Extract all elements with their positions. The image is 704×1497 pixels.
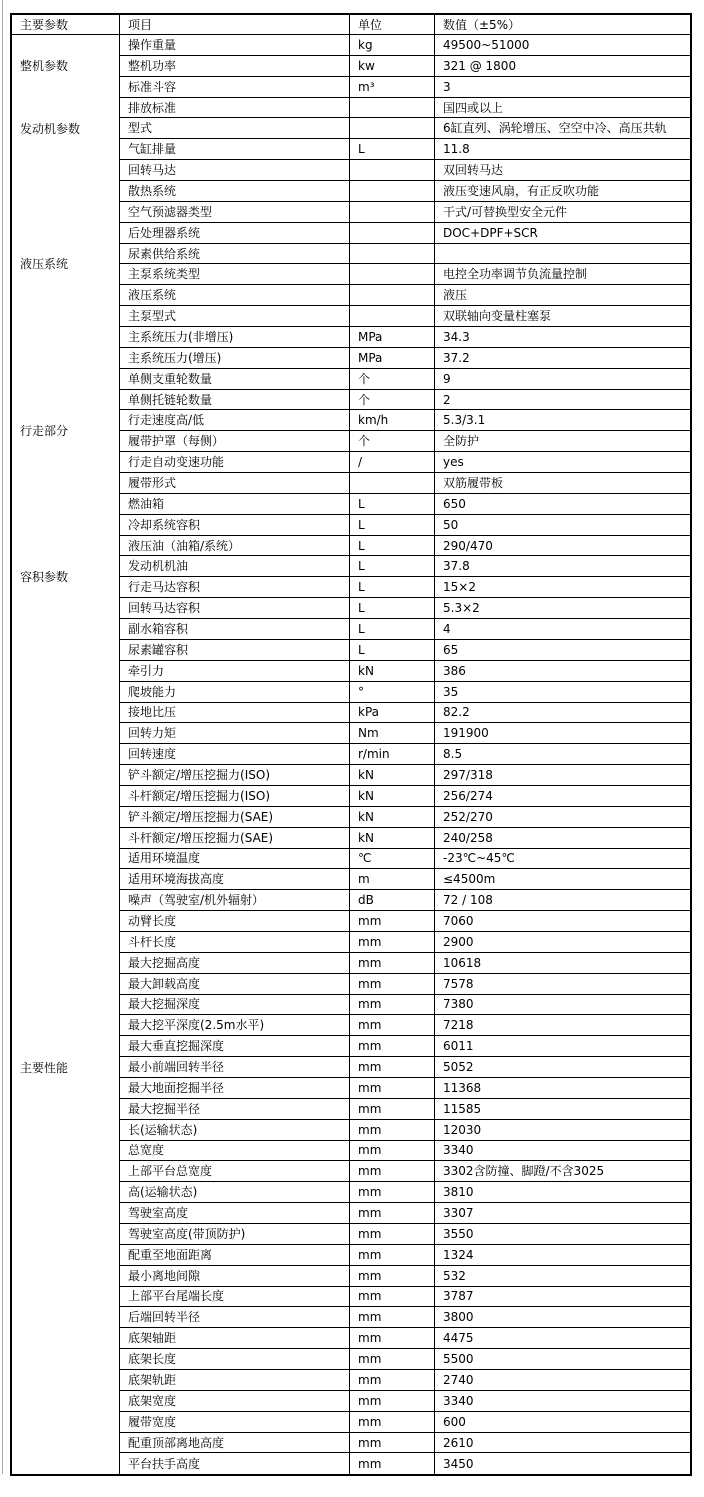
unit-cell: L — [350, 556, 435, 577]
item-cell: 履带护罩（每侧） — [120, 431, 350, 452]
unit-cell: MPa — [350, 348, 435, 369]
value-cell: 15×2 — [435, 577, 690, 598]
category-label: 整机参数 — [20, 59, 69, 74]
unit-cell: L — [350, 619, 435, 640]
value-cell: 4475 — [435, 1328, 690, 1349]
value-cell: 256/274 — [435, 786, 690, 807]
unit-cell: m — [350, 869, 435, 890]
item-cell: 履带形式 — [120, 473, 350, 494]
value-cell: 65 — [435, 640, 690, 661]
unit-cell: mm — [350, 1203, 435, 1224]
unit-cell: mm — [350, 1453, 435, 1474]
unit-cell: mm — [350, 1391, 435, 1412]
item-cell: 单侧支重轮数量 — [120, 369, 350, 390]
unit-cell: L — [350, 640, 435, 661]
unit-cell — [350, 264, 435, 285]
unit-cell: kN — [350, 765, 435, 786]
item-cell: 最小前端回转半径 — [120, 1057, 350, 1078]
item-cell: 底架轴距 — [120, 1328, 350, 1349]
item-cell: 接地比压 — [120, 703, 350, 724]
value-cell: 191900 — [435, 723, 690, 744]
item-cell: 斗杆额定/增压挖掘力(ISO) — [120, 786, 350, 807]
item-cell: 冷却系统容积 — [120, 515, 350, 536]
col-header-category: 主要参数 — [12, 15, 120, 35]
unit-cell — [350, 160, 435, 181]
unit-cell: L — [350, 515, 435, 536]
value-cell: 3340 — [435, 1391, 690, 1412]
item-cell: 主系统压力(非增压) — [120, 327, 350, 348]
unit-cell — [350, 98, 435, 119]
value-cell: yes — [435, 452, 690, 473]
unit-cell — [350, 202, 435, 223]
item-cell: 平台扶手高度 — [120, 1453, 350, 1474]
value-cell: 240/258 — [435, 828, 690, 849]
item-cell: 行走速度高/低 — [120, 410, 350, 431]
unit-cell: L — [350, 494, 435, 515]
unit-cell: mm — [350, 1370, 435, 1391]
value-cell: 12030 — [435, 1120, 690, 1141]
unit-cell: 个 — [350, 390, 435, 411]
unit-cell: mm — [350, 1057, 435, 1078]
item-cell: 履带宽度 — [120, 1412, 350, 1433]
value-cell: 3 — [435, 77, 690, 98]
item-cell: 铲斗额定/增压挖掘力(SAE) — [120, 807, 350, 828]
value-cell: 37.8 — [435, 556, 690, 577]
value-cell: 液压变速风扇，有正反吹功能 — [435, 181, 690, 202]
unit-cell: kN — [350, 786, 435, 807]
item-cell: 后端回转半径 — [120, 1307, 350, 1328]
item-cell: 尿素罐容积 — [120, 640, 350, 661]
unit-cell: mm — [350, 974, 435, 995]
value-cell: 2 — [435, 390, 690, 411]
value-cell: 252/270 — [435, 807, 690, 828]
item-cell: 最大垂直挖掘深度 — [120, 1036, 350, 1057]
unit-cell: mm — [350, 1141, 435, 1162]
item-cell: 最小离地间隙 — [120, 1266, 350, 1287]
category-label: 液压系统 — [20, 257, 69, 272]
item-cell: 配重至地面距离 — [120, 1245, 350, 1266]
item-cell: 回转力矩 — [120, 723, 350, 744]
unit-cell: kw — [350, 56, 435, 77]
value-cell: 2740 — [435, 1370, 690, 1391]
item-cell: 爬坡能力 — [120, 682, 350, 703]
unit-cell: Nm — [350, 723, 435, 744]
unit-cell: mm — [350, 1349, 435, 1370]
item-cell: 液压油（油箱/系统） — [120, 536, 350, 557]
value-cell: 321 @ 1800 — [435, 56, 690, 77]
unit-cell: mm — [350, 1161, 435, 1182]
unit-cell: L — [350, 598, 435, 619]
value-cell: 7578 — [435, 974, 690, 995]
value-cell: 290/470 — [435, 536, 690, 557]
value-cell: 6缸直列、涡轮增压、空空中冷、高压共轨 — [435, 118, 690, 139]
category-label: 主要性能 — [20, 1060, 69, 1075]
unit-cell: mm — [350, 911, 435, 932]
unit-cell: mm — [350, 1120, 435, 1141]
value-cell: 2610 — [435, 1433, 690, 1454]
value-cell: 5052 — [435, 1057, 690, 1078]
value-cell — [435, 244, 690, 265]
item-cell: 最大挖掘高度 — [120, 953, 350, 974]
unit-cell: mm — [350, 932, 435, 953]
value-cell: 3302含防撞、脚蹬/不含3025 — [435, 1161, 690, 1182]
unit-cell: kN — [350, 661, 435, 682]
value-cell: 386 — [435, 661, 690, 682]
unit-cell — [350, 244, 435, 265]
item-cell: 回转速度 — [120, 744, 350, 765]
unit-cell: L — [350, 577, 435, 598]
item-cell: 最大地面挖掘半径 — [120, 1078, 350, 1099]
item-cell: 回转马达容积 — [120, 598, 350, 619]
unit-cell: mm — [350, 1245, 435, 1266]
unit-cell: kN — [350, 828, 435, 849]
unit-cell: 个 — [350, 431, 435, 452]
item-cell: 空气预滤器类型 — [120, 202, 350, 223]
item-cell: 行走马达容积 — [120, 577, 350, 598]
item-cell: 驾驶室高度(带顶防护) — [120, 1224, 350, 1245]
item-cell: 副水箱容积 — [120, 619, 350, 640]
value-cell: 3800 — [435, 1307, 690, 1328]
item-cell: 底架长度 — [120, 1349, 350, 1370]
item-cell: 散热系统 — [120, 181, 350, 202]
unit-cell: ° — [350, 682, 435, 703]
unit-cell — [350, 181, 435, 202]
item-cell: 标准斗容 — [120, 77, 350, 98]
unit-cell: L — [350, 536, 435, 557]
unit-cell: mm — [350, 1099, 435, 1120]
unit-cell: dB — [350, 890, 435, 911]
item-cell: 上部平台尾端长度 — [120, 1287, 350, 1308]
item-cell: 铲斗额定/增压挖掘力(ISO) — [120, 765, 350, 786]
unit-cell: mm — [350, 995, 435, 1016]
unit-cell: mm — [350, 953, 435, 974]
unit-cell: kN — [350, 807, 435, 828]
value-cell: 7218 — [435, 1015, 690, 1036]
col-header-unit: 单位 — [350, 15, 435, 35]
unit-cell: km/h — [350, 410, 435, 431]
item-cell: 最大挖掘半径 — [120, 1099, 350, 1120]
item-cell: 主系统压力(增压) — [120, 348, 350, 369]
value-cell: 532 — [435, 1266, 690, 1287]
value-cell: 72 / 108 — [435, 890, 690, 911]
value-cell: 11368 — [435, 1078, 690, 1099]
col-header-value: 数值（±5%） — [435, 15, 690, 35]
item-cell: 适用环境温度 — [120, 849, 350, 870]
value-cell: 3340 — [435, 1141, 690, 1162]
value-cell: 600 — [435, 1412, 690, 1433]
value-cell: 650 — [435, 494, 690, 515]
unit-cell: ℃ — [350, 849, 435, 870]
value-cell: 5.3/3.1 — [435, 410, 690, 431]
value-cell: 双回转马达 — [435, 160, 690, 181]
unit-cell: mm — [350, 1328, 435, 1349]
item-cell: 最大卸载高度 — [120, 974, 350, 995]
page-edge-line — [2, 0, 3, 1474]
unit-cell: mm — [350, 1412, 435, 1433]
unit-cell: r/min — [350, 744, 435, 765]
unit-cell: m³ — [350, 77, 435, 98]
unit-cell: / — [350, 452, 435, 473]
value-cell: 1324 — [435, 1245, 690, 1266]
value-cell: 11.8 — [435, 139, 690, 160]
unit-cell — [350, 223, 435, 244]
category-label: 容积参数 — [20, 570, 69, 585]
value-cell: 82.2 — [435, 703, 690, 724]
item-cell: 液压系统 — [120, 285, 350, 306]
unit-cell — [350, 473, 435, 494]
unit-cell: mm — [350, 1224, 435, 1245]
item-cell: 长(运输状态) — [120, 1120, 350, 1141]
value-cell: DOC+DPF+SCR — [435, 223, 690, 244]
value-cell: 8.5 — [435, 744, 690, 765]
value-cell: 5500 — [435, 1349, 690, 1370]
unit-cell: mm — [350, 1307, 435, 1328]
item-cell: 动臂长度 — [120, 911, 350, 932]
item-cell: 尿素供给系统 — [120, 244, 350, 265]
item-cell: 斗杆额定/增压挖掘力(SAE) — [120, 828, 350, 849]
unit-cell: MPa — [350, 327, 435, 348]
value-cell: 6011 — [435, 1036, 690, 1057]
item-cell: 发动机机油 — [120, 556, 350, 577]
unit-cell — [350, 306, 435, 327]
value-cell: 37.2 — [435, 348, 690, 369]
value-cell: 3307 — [435, 1203, 690, 1224]
item-cell: 主泵型式 — [120, 306, 350, 327]
unit-cell: 个 — [350, 369, 435, 390]
item-cell: 后处理器系统 — [120, 223, 350, 244]
value-cell: 49500~51000 — [435, 35, 690, 56]
item-cell: 排放标准 — [120, 98, 350, 119]
unit-cell: mm — [350, 1015, 435, 1036]
value-cell: 双联轴向变量柱塞泵 — [435, 306, 690, 327]
unit-cell: mm — [350, 1078, 435, 1099]
item-cell: 底架轨距 — [120, 1370, 350, 1391]
item-cell: 主泵系统类型 — [120, 264, 350, 285]
item-cell: 噪声（驾驶室/机外辐射） — [120, 890, 350, 911]
unit-cell: kPa — [350, 703, 435, 724]
value-cell: 50 — [435, 515, 690, 536]
item-cell: 回转马达 — [120, 160, 350, 181]
col-header-item: 项目 — [120, 15, 350, 35]
value-cell: 35 — [435, 682, 690, 703]
unit-cell — [350, 118, 435, 139]
value-cell: 9 — [435, 369, 690, 390]
unit-cell: kg — [350, 35, 435, 56]
value-cell: 3450 — [443, 1456, 474, 1471]
unit-cell: mm — [350, 1433, 435, 1454]
item-cell: 燃油箱 — [120, 494, 350, 515]
value-cell: 2900 — [435, 932, 690, 953]
unit-cell: mm — [350, 1266, 435, 1287]
spec-table — [10, 13, 692, 1476]
value-cell: 3810 — [435, 1182, 690, 1203]
value-cell: 国四或以上 — [435, 98, 690, 119]
item-cell: 斗杆长度 — [120, 932, 350, 953]
unit-cell — [350, 285, 435, 306]
unit-cell: L — [350, 139, 435, 160]
value-cell: 7380 — [435, 995, 690, 1016]
value-cell: 双筋履带板 — [435, 473, 690, 494]
item-cell: 操作重量 — [120, 35, 350, 56]
unit-cell: mm — [350, 1036, 435, 1057]
value-cell: -23℃~45℃ — [435, 849, 690, 870]
item-cell: 配重顶部离地高度 — [120, 1433, 350, 1454]
item-cell: 整机功率 — [120, 56, 350, 77]
value-cell: 5.3×2 — [435, 598, 690, 619]
item-cell: 最大挖掘深度 — [120, 995, 350, 1016]
value-cell: 11585 — [435, 1099, 690, 1120]
category-label: 发动机参数 — [20, 121, 81, 136]
item-cell: 底架宽度 — [120, 1391, 350, 1412]
value-cell: 电控全功率调节负流量控制 — [435, 264, 690, 285]
value-cell: 干式/可替换型安全元件 — [435, 202, 690, 223]
item-cell: 总宽度 — [120, 1141, 350, 1162]
value-cell: 297/318 — [435, 765, 690, 786]
item-cell: 适用环境海拔高度 — [120, 869, 350, 890]
value-cell: ≤4500m — [435, 869, 690, 890]
value-cell: 10618 — [435, 953, 690, 974]
item-cell: 气缸排量 — [120, 139, 350, 160]
value-cell: 液压 — [435, 285, 690, 306]
item-cell: 行走自动变速功能 — [120, 452, 350, 473]
category-label: 行走部分 — [20, 424, 69, 439]
item-cell: 最大挖平深度(2.5m水平) — [120, 1015, 350, 1036]
item-cell: 型式 — [120, 118, 350, 139]
value-cell: 7060 — [435, 911, 690, 932]
value-cell: 4 — [435, 619, 690, 640]
item-cell: 牵引力 — [120, 661, 350, 682]
unit-cell: mm — [350, 1287, 435, 1308]
item-cell: 上部平台总宽度 — [120, 1161, 350, 1182]
item-cell: 单侧托链轮数量 — [120, 390, 350, 411]
item-cell: 高(运输状态) — [120, 1182, 350, 1203]
value-cell: 3550 — [435, 1224, 690, 1245]
value-cell: 3787 — [435, 1287, 690, 1308]
value-cell: 全防护 — [435, 431, 690, 452]
unit-cell: mm — [350, 1182, 435, 1203]
item-cell: 驾驶室高度 — [120, 1203, 350, 1224]
value-cell: 34.3 — [435, 327, 690, 348]
category-column — [12, 35, 120, 1474]
